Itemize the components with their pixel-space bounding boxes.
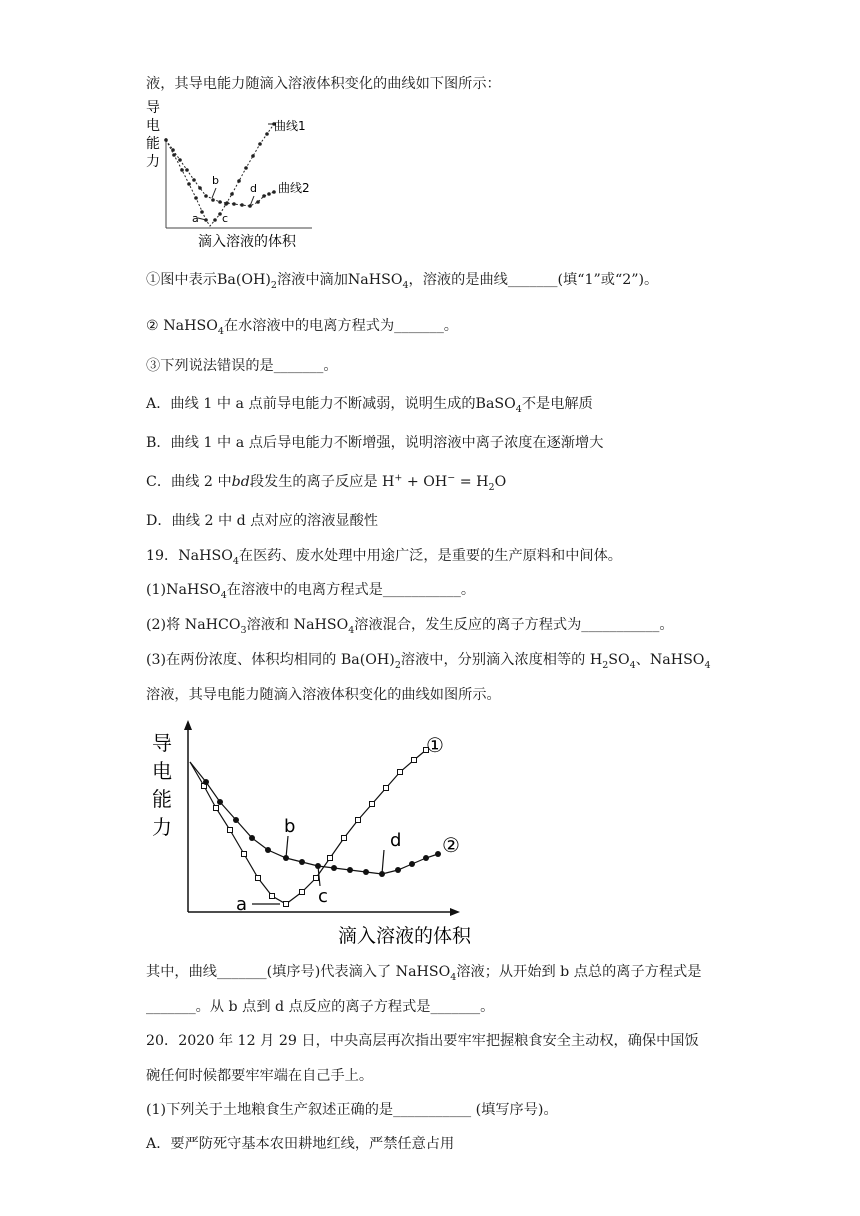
q19-intro-pre: 19．NaHSO: [146, 548, 233, 564]
large-point-c-label: c: [318, 886, 328, 907]
q19-after-line1: [146, 962, 701, 982]
large-ylabel-1: 导: [152, 731, 172, 755]
q18-option-c-plus: +: [394, 472, 403, 484]
q19-part1-pre: (1)NaHSO: [146, 582, 221, 598]
large-ylabel-3: 能: [152, 787, 172, 811]
large-curve-1: [190, 750, 426, 904]
small-curve-2: [166, 140, 274, 206]
q18-option-c-oh: + OH: [402, 474, 448, 490]
q19-part3-line2: 溶液，其导电能力随滴入溶液体积变化的曲线如图所示。: [146, 687, 501, 703]
q18-option-c-italic: bd: [231, 474, 250, 490]
small-curve-2-label: 曲线2: [278, 181, 310, 195]
q18-intro-tail: 液，其导电能力随滴入溶液体积变化的曲线如下图所示：: [146, 76, 501, 92]
large-curve-1-label: ①: [426, 733, 444, 757]
large-curve-2-markers: [203, 779, 441, 877]
large-curve-2: [190, 762, 438, 874]
large-point-a-label: a: [236, 894, 248, 915]
small-curve-2-dots: [171, 148, 276, 208]
q19-after-line2: _______。从 b 点到 d 点反应的离子方程式是_______。: [146, 999, 495, 1015]
q20-part1: (1)下列关于土地粮食生产叙述正确的是___________ (填写序号)。: [146, 1102, 558, 1118]
large-ylabel-2: 电: [152, 759, 172, 783]
small-point-b-leader: [212, 188, 216, 198]
q18-option-c-minus: −: [447, 472, 456, 484]
q19-part3-mid2: SO: [608, 652, 630, 668]
small-ylabel-3: 能: [146, 136, 160, 152]
large-point-d-leader: [382, 850, 384, 874]
q19-part1-post: 在溶液中的电离方程式是___________。: [226, 582, 476, 598]
q19-part2-post: 溶液混合，发生反应的离子方程式为___________。: [354, 617, 674, 633]
large-curve-2-label: ②: [442, 833, 460, 857]
q18-option-d: D．曲线 2 中 d 点对应的溶液显酸性: [146, 513, 378, 529]
q19-part2-mid: 溶液和 NaHSO: [246, 617, 349, 633]
q18-option-c-eq: = H: [455, 474, 489, 490]
q18-sub1-sub4: 4: [402, 279, 409, 291]
q19-part3-pre: (3)在两份浓度、体积均相同的 Ba(OH): [146, 652, 395, 668]
q18-sub2-sub4: 4: [217, 325, 224, 337]
q18-sub2-post: 在水溶液中的电离方程式为_______。: [223, 318, 458, 334]
q18-option-b: B．曲线 1 中 a 点后导电能力不断增强，说明溶液中离子浓度在逐渐增大: [146, 435, 604, 451]
q19-after-sub4: 4: [450, 971, 457, 983]
q19-part3-mid: 溶液中，分别滴入浓度相等的 H: [400, 652, 603, 668]
q19-part2: [146, 615, 674, 635]
small-point-d-label: d: [250, 182, 257, 195]
q18-option-a: [146, 394, 593, 414]
q18-option-a-sub4: 4: [515, 403, 522, 415]
small-curve-1: [166, 124, 274, 226]
small-curve-1-label: 曲线1: [274, 119, 306, 133]
q20-intro-line1: 20．2020 年 12 月 29 日，中央高层再次指出要牢牢把握粮食安全主动权，确保中国饭: [146, 1033, 699, 1049]
small-curve-1-dots: [164, 122, 276, 222]
large-conductivity-figure: [140, 720, 500, 952]
q18-sub1-post: ，溶液的是曲线_______(填“1”或“2”)。: [408, 272, 659, 288]
q20-option-a: A．要严防死守基本农田耕地红线，严禁任意占用: [146, 1136, 455, 1152]
q18-sub2: [146, 316, 458, 336]
q18-option-c-mid: 段发生的离子反应是 H: [249, 474, 395, 490]
q18-option-a-pre: A．曲线 1 中 a 点前导电能力不断减弱，说明生成的BaSO: [146, 396, 516, 412]
large-ylabel-4: 力: [152, 815, 172, 839]
q18-option-c-o: O: [494, 474, 507, 490]
small-point-b-label: b: [212, 174, 219, 187]
q19-part2-pre: (2)将 NaHCO: [146, 617, 241, 633]
q18-sub1-sub: 2: [270, 279, 277, 291]
q18-sub1-pre: ①图中表示Ba(OH): [146, 272, 271, 288]
small-conductivity-figure: [140, 98, 340, 254]
q19-part2-sub3: 3: [240, 624, 247, 636]
q19-part3-sub2: 2: [394, 659, 401, 671]
q18-option-c: [146, 472, 506, 492]
large-xlabel: 滴入溶液的体积: [338, 925, 472, 947]
q19-after-pre: 其中，曲线_______(填序号)代表滴入了 NaHSO: [146, 964, 451, 980]
small-point-c-label: c: [222, 212, 229, 225]
small-point-a-label: a: [192, 212, 199, 225]
small-xlabel: 滴入溶液的体积: [198, 234, 296, 250]
large-curve-1-markers: [202, 748, 429, 907]
q18-option-c-pre: C．曲线 2 中: [146, 474, 232, 490]
q18-sub1-mid: 溶液中滴加NaHSO: [276, 272, 403, 288]
large-point-d-label: d: [390, 830, 402, 851]
q19-intro-post: 在医药、废水处理中用途广泛，是重要的生产原料和中间体。: [238, 548, 622, 564]
q19-part1-sub4: 4: [220, 589, 227, 601]
large-point-b-label: b: [284, 816, 296, 837]
small-ylabel-4: 力: [146, 154, 160, 170]
small-ylabel-2: 电: [146, 118, 160, 134]
q18-sub1: [146, 270, 658, 290]
q18-option-c-sub2: 2: [488, 481, 495, 493]
q19-part1: [146, 580, 475, 600]
q19-part2-sub4: 4: [348, 624, 355, 636]
q19-part3-sub4b: 4: [704, 659, 711, 671]
small-ylabel-1: 导: [146, 100, 160, 116]
large-y-axis-arrow: [184, 720, 192, 730]
q18-sub3: ③下列说法错误的是_______。: [146, 358, 338, 374]
q18-option-a-post: 不是电解质: [521, 396, 593, 412]
q19-after-post: 溶液；从开始到 b 点总的离子方程式是: [456, 964, 702, 980]
q20-intro-line2: 碗任何时候都要牢牢端在自己手上。: [146, 1068, 374, 1084]
large-point-b-leader: [286, 836, 288, 858]
q19-intro-sub4: 4: [232, 555, 239, 567]
large-x-axis-arrow: [450, 908, 460, 916]
q19-intro: [146, 546, 622, 566]
q19-part3-post: 、NaHSO: [635, 652, 705, 668]
q18-sub2-pre: ② NaHSO: [146, 318, 218, 334]
q19-part3-sub4: 4: [629, 659, 636, 671]
q19-part3-line1: [146, 650, 711, 670]
q19-part3-sub2b: 2: [602, 659, 609, 671]
